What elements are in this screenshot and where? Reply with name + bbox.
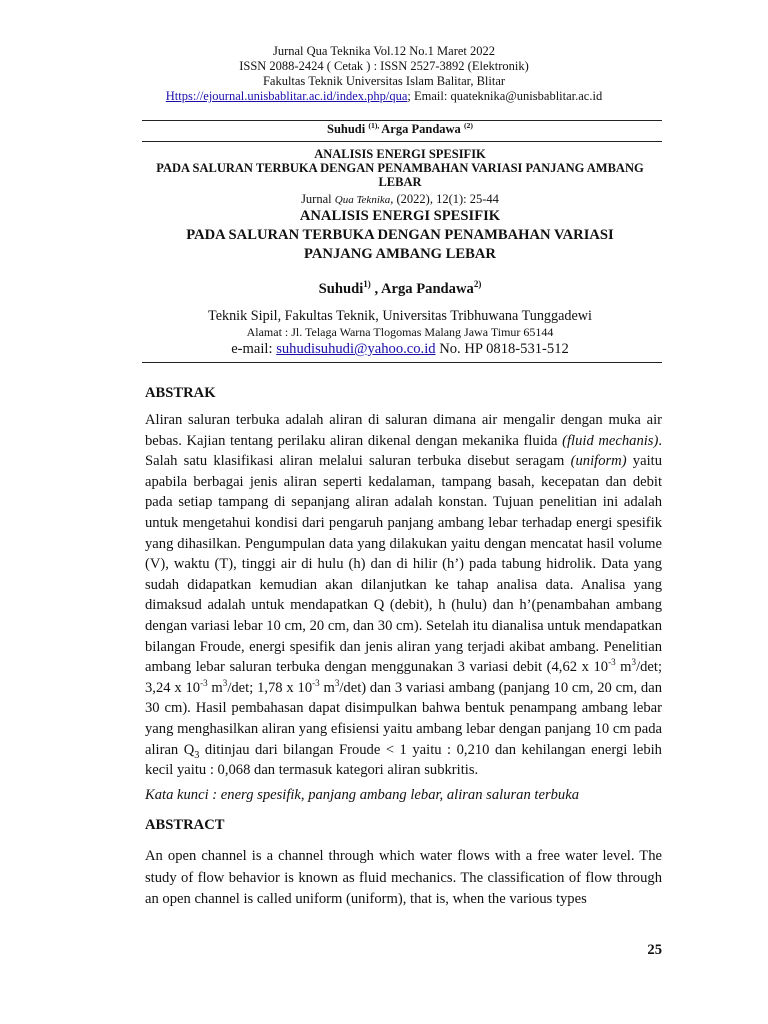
citation-author1: Suhudi bbox=[327, 122, 369, 136]
paper-author2: Arga Pandawa bbox=[380, 281, 474, 297]
citation-divider bbox=[142, 141, 662, 142]
paper-authors bbox=[130, 281, 670, 298]
citation-title-line3: LEBAR bbox=[378, 175, 422, 189]
citation-authors bbox=[130, 122, 670, 137]
header-divider bbox=[142, 120, 662, 121]
journal-email-text: ; Email: quateknika@unisbablitar.ac.id bbox=[407, 89, 603, 103]
paper-author-separator: , bbox=[370, 281, 381, 297]
journal-header-links bbox=[0, 89, 768, 105]
address: Alamat : Jl. Telaga Warna Tlogomas Malang Jawa Timur 65144 bbox=[246, 325, 554, 339]
abstrak-term-fluid: (fluid mechanis) bbox=[562, 432, 659, 449]
paper-title-line2: PADA SALURAN TERBUKA DENGAN PENAMBAHAN VARIASI bbox=[186, 227, 614, 243]
exponent: 3 bbox=[334, 677, 340, 688]
paper-author2-sup: 2) bbox=[473, 279, 482, 290]
email-label: e-mail: bbox=[231, 341, 277, 357]
abstrak-text-2: . Salah satu klasifikasi aliran melalui saluran terbuka disebut seragam bbox=[145, 432, 663, 470]
citation-author2-sup: (2) bbox=[463, 120, 473, 130]
exponent: 3 bbox=[222, 677, 228, 688]
keywords-label: Kata kunci : bbox=[145, 787, 218, 803]
contact-line bbox=[130, 341, 670, 358]
abstrak-heading: ABSTRAK bbox=[145, 385, 216, 401]
exponent: -3 bbox=[312, 677, 320, 688]
abstrak-term-uniform: (uniform) bbox=[570, 453, 627, 470]
unit: m bbox=[319, 679, 335, 696]
paper-title-line3: PANJANG AMBANG LEBAR bbox=[304, 246, 496, 262]
citation-ref-suffix: , (2022), 12(1): 25-44 bbox=[390, 192, 499, 206]
abstract-body: An open channel is a channel through which water flows with a free water level. The study of flow behavior is known as fluid mechanics. The classification of flow through an open channel is called uniform (uniform), that is, when the various types bbox=[145, 848, 662, 907]
journal-header-issn: ISSN 2088-2424 ( Cetak ) : ISSN 2527-3892 (Elektronik) bbox=[239, 59, 529, 73]
exponent: -3 bbox=[608, 657, 616, 668]
unit: m bbox=[207, 679, 223, 696]
abstrak-body bbox=[145, 410, 662, 781]
citation-author2: Arga Pandawa bbox=[381, 122, 464, 136]
paper-title bbox=[130, 207, 670, 264]
paper-author1: Suhudi bbox=[318, 281, 364, 297]
paper-title-line1: ANALISIS ENERGI SPESIFIK bbox=[299, 208, 501, 224]
page-number: 25 bbox=[647, 942, 662, 958]
exponent: -3 bbox=[200, 677, 208, 688]
unit: m bbox=[615, 659, 632, 676]
abstrak-text-unit: /det; 3,24 x 10 bbox=[145, 659, 663, 696]
abstrak-text-4: /det) dan 3 variasi ambang (panjang 10 cm, 20 cm, dan 30 cm). Hasil pembahasan dapat disimpulkan bahwa bentuk penampang ambang lebar yang menghasilkan aliran yang efisiensi yaitu ambang lebar dengan panjang 10 cm pada aliran Q bbox=[145, 679, 662, 758]
citation-title bbox=[130, 147, 670, 189]
keywords-text: energ spesifik, panjang ambang lebar, aliran saluran terbuka bbox=[217, 787, 580, 803]
keywords bbox=[145, 787, 662, 804]
author-email-link[interactable]: suhudisuhudi@yahoo.co.id bbox=[276, 341, 436, 357]
abstrak-text-3: yaitu apabila berbagai jenis aliran seperti kedalaman, tampang basah, kecepatan dan debit pada setiap tampang di sepanjang aliran adalah konstan. Tujuan penelitian ini adalah untuk mengetahui kondisi dari pengaruh panjang ambang lebar terhadap energi spesifik yang dihasilkan. Pengumpulan data yang dilakukan yaitu dengan mencatat hasil volume (V), waktu (T), tinggi air di hulu (h) dan di hilir (h’) pada tabung hidrolik. Data yang sudah didapatkan kemudian akan dilanjutkan ke tahap analisa data. Analisa yang dimaksud adalah untuk mendapatkan Q (debit), h (hulu) dan h’(penambahan ambang dengan variasi lebar 10 cm, 20 cm, dan 30 cm). Setelah itu dianalisa untuk mendapatkan bilangan Froude, energi spesifik dan jenis aliran yang terjadi akibat ambang. Penelitian ambang lebar saluran terbuka dengan menggunakan 3 variasi debit (4,62 x 10 bbox=[145, 453, 662, 676]
paper-author1-sup: 1) bbox=[363, 279, 371, 290]
citation-ref-prefix: Jurnal bbox=[301, 192, 335, 206]
citation-ref-journal: Qua Teknika bbox=[334, 194, 391, 206]
citation-title-line2: PADA SALURAN TERBUKA DENGAN PENAMBAHAN VARIASI PANJANG AMBANG bbox=[156, 161, 644, 175]
abstrak-text-1: Aliran saluran terbuka adalah aliran di saluran dimana air mengalir dengan muka air bebas. Kajian tentang perilaku aliran dikenal dengan mekanika fluida bbox=[145, 412, 662, 449]
citation-title-line1: ANALISIS ENERGI SPESIFIK bbox=[314, 147, 486, 161]
journal-header-faculty: Fakultas Teknik Universitas Islam Balitar, Blitar bbox=[262, 74, 506, 88]
abstrak-text-5: ditinjau dari bilangan Froude < 1 yaitu : 0,210 dan kehilangan energi lebih kecil yaitu : 0,068 dan termasuk kategori aliran subkritis. bbox=[145, 741, 662, 779]
citation-author1-sup: (1), bbox=[368, 120, 382, 130]
phone-number: No. HP 0818-531-512 bbox=[435, 341, 569, 357]
subscript: 3 bbox=[194, 749, 200, 761]
journal-header-line1: Jurnal Qua Teknika Vol.12 No.1 Maret 2022 bbox=[272, 44, 495, 58]
author-divider bbox=[142, 362, 662, 363]
citation-reference bbox=[130, 192, 670, 207]
affiliation: Teknik Sipil, Fakultas Teknik, Universitas Tribhuwana Tunggadewi bbox=[208, 308, 592, 324]
abstract-heading: ABSTRACT bbox=[145, 817, 225, 833]
exponent: 3 bbox=[631, 657, 637, 668]
abstrak-text-unit: /det; 1,78 x 10 bbox=[227, 679, 313, 696]
journal-url-link[interactable]: Https://ejournal.unisbablitar.ac.id/index.php/qua bbox=[165, 89, 408, 103]
